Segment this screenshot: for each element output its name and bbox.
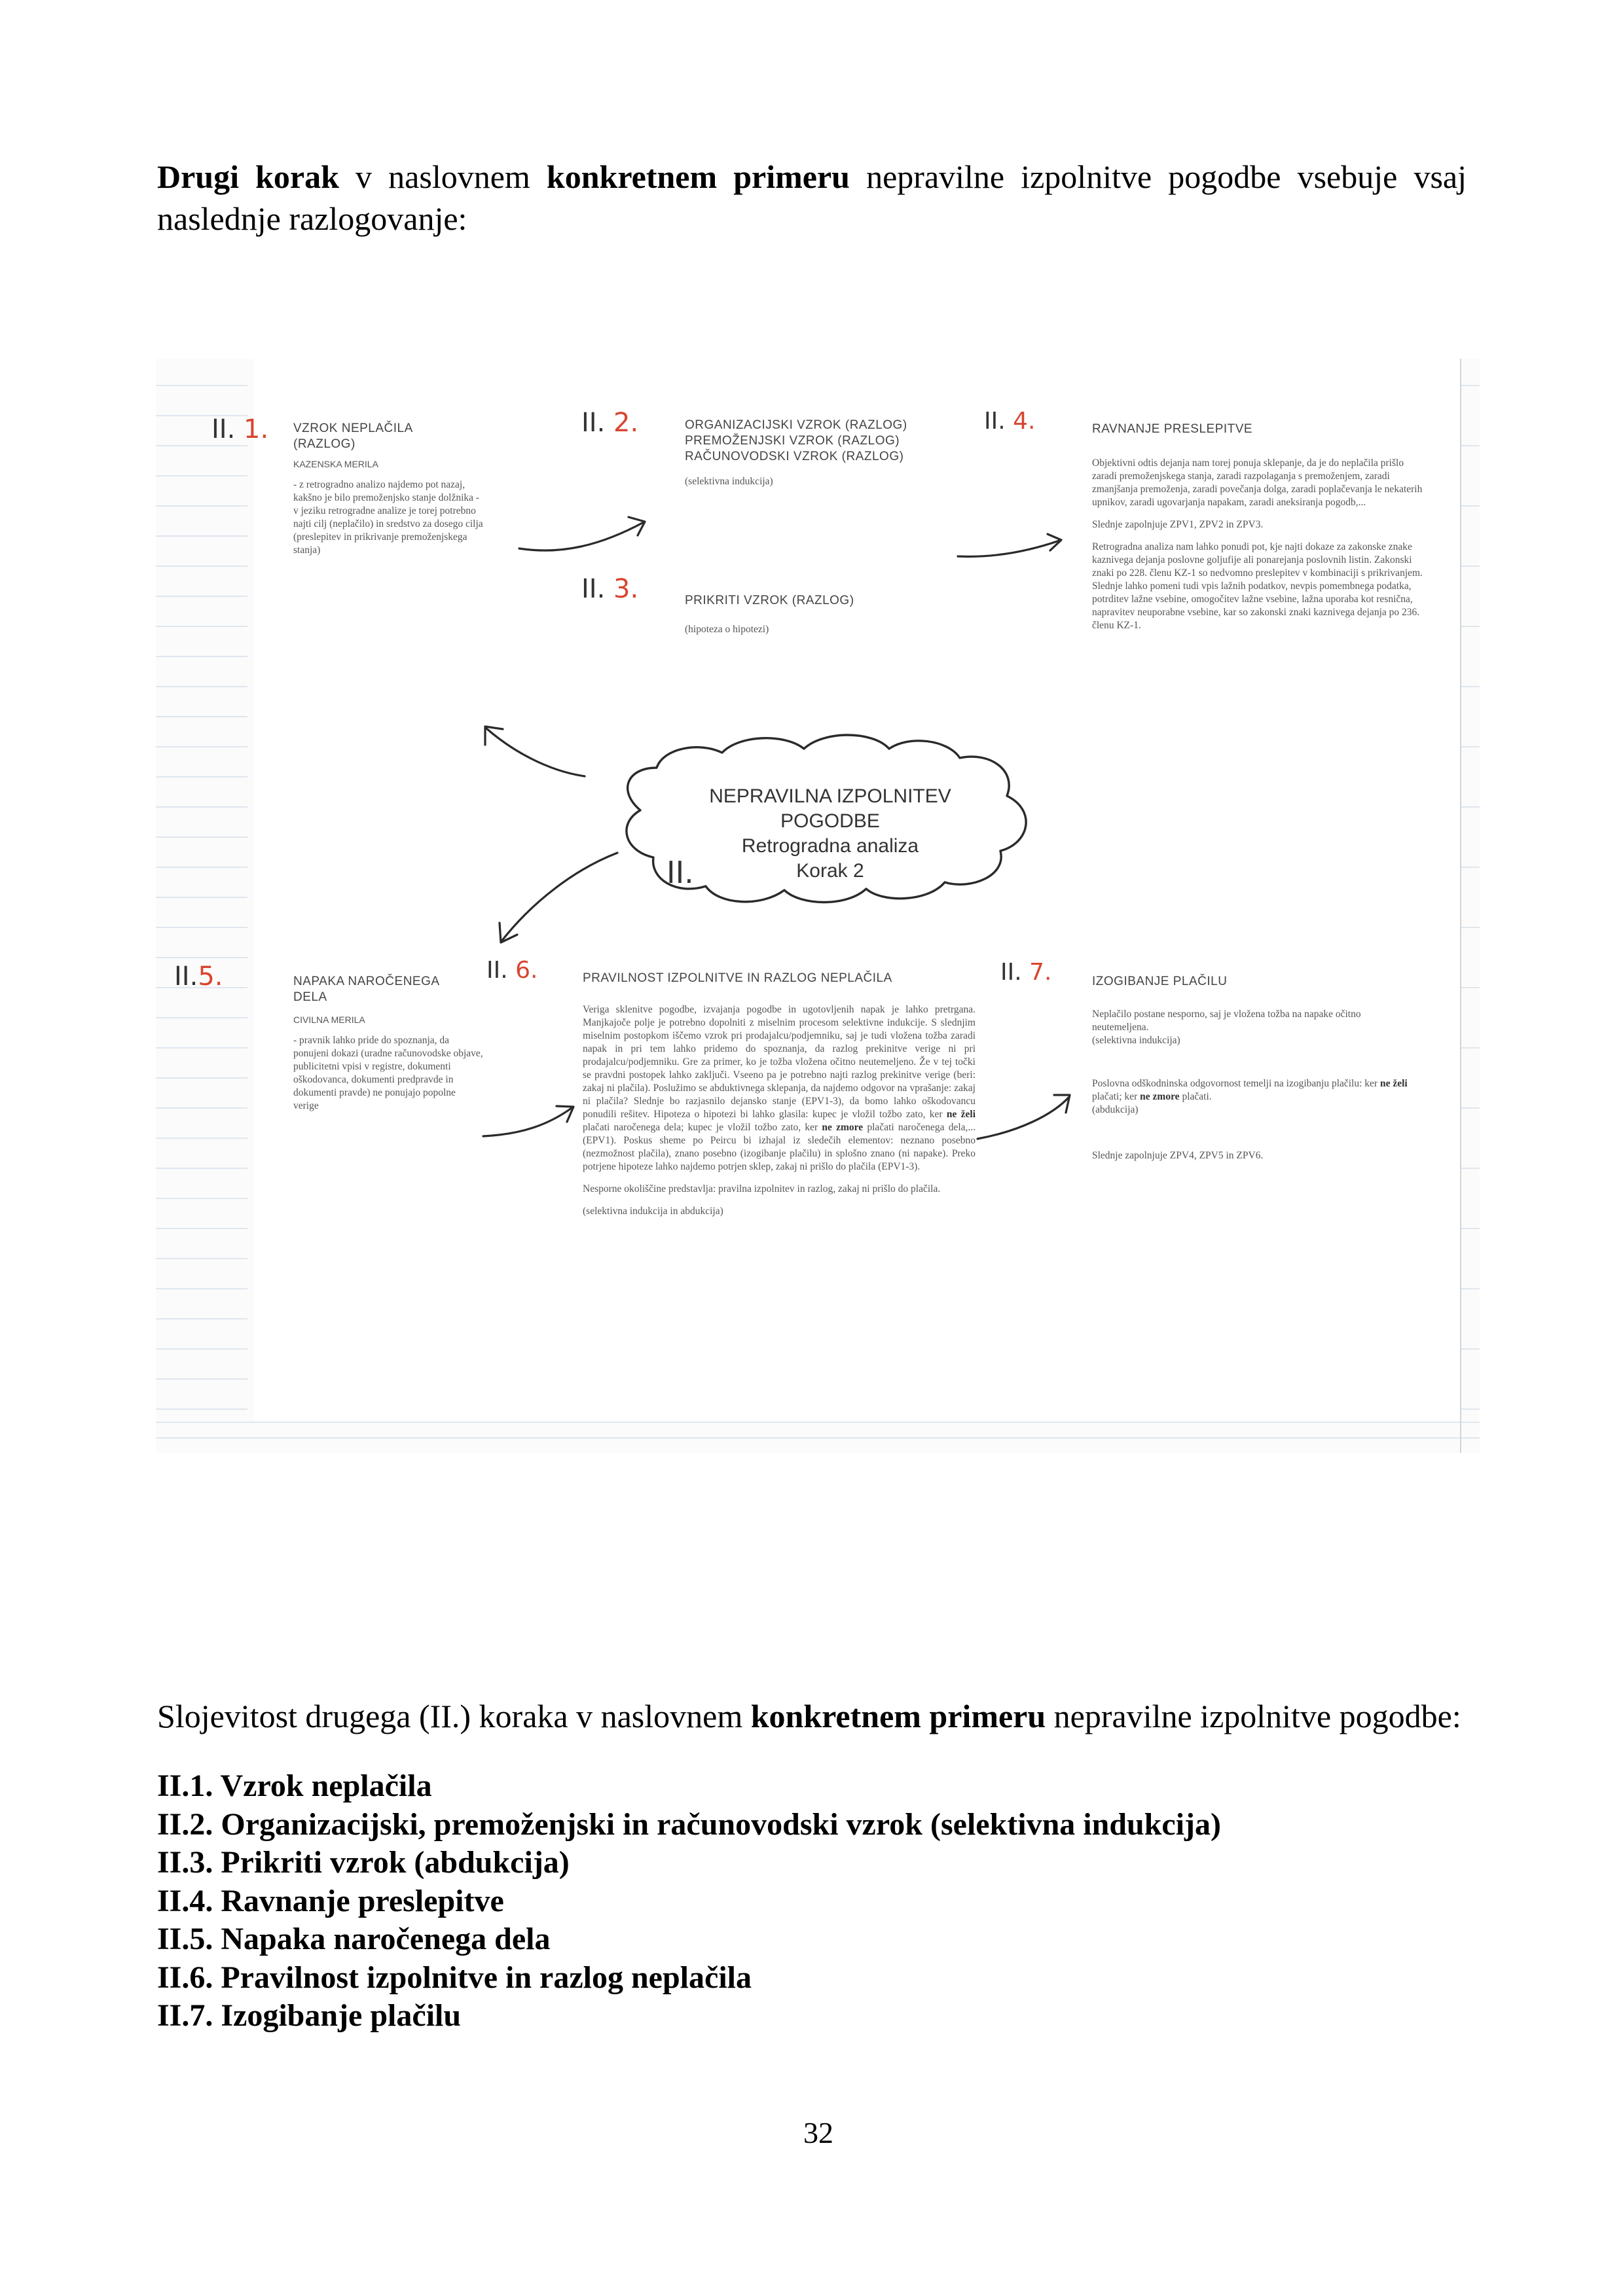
section-1-body: - z retrogradno analizo najdemo pot nazaj, kakšno je bilo premoženjsko stanje dolžnika - v jeziku retrogradne analize je torej potrebno najti cilj (neplačilo) in sredstvo za dosego cilja (preslepitev in prikrivanje premoženjskega stanja): [293, 479, 483, 556]
summary-item: II.6. Pravilnost izpolnitve in razlog neplačila: [157, 1960, 752, 1995]
section-6: [583, 971, 976, 1218]
section-7-title: IZOGIBANJE PLAČILU: [1092, 975, 1228, 988]
arrow-right-icon: [958, 541, 1059, 556]
section-2-title-1: ORGANIZACIJSKI VZROK (RAZLOG): [685, 418, 907, 432]
arrow-right-icon: [977, 1097, 1069, 1139]
section-1-title: VZROK NEPLAČILA (RAZLOG): [293, 422, 412, 451]
section-6-paragraph-1: Veriga sklenitve pogodbe, izvajanja pogodbe in ugotovljenih napak je lahko pretrgana. Manjkajoče polje je potrebno dopolniti z miselnim procesom selektivne indukcije. S slednjim miselnim postopkom iščemo vzrok pri prodajalcu/podjemniku, saj je tudi vložena tožba zaradi napak in pri tem lahko pridemo do spoznanja, da razlog prekinitve verige ni pri prodajalcu/podjemniku. Gre za primer, ko je tožba vložena očitno neutemeljeno. Že v tej točki se pravdni postopek lahko zaključi. Vseeno pa je potrebno najti razlog prekinitve verige (beri: zakaj ni plačila). Poslužimo se abduktivnega sklepanja, da najdemo odgovor na vprašanje: zakaj ni plačila? Slednje bo razjasnilo dejansko stanje (EPV1-3), da bomo lahko oškodovancu ponudili rešitev. Hipoteza o hipotezi bi lahko glasila: kupec je vložil tožbo zato, ker ne želi plačati naročenega dela; kupec je vložil tožbo zato, ker ne zmore plačati naročenega dela,... (EPV1). Poskus sheme po Peircu bi izhajal iz sledečih elementov: neznano posebno (nezmožnost plačila), znano posebno (izogibanje plačilu) in splošno znano (ni napake). Preko potrjene hipoteze lahko najdemo potrjen sklep, zakaj ni prišlo do plačila (EPV1-3).: [583, 1004, 976, 1172]
section-3-note: (hipoteza o hipotezi): [685, 624, 769, 635]
label-II-7: II. 7.: [1000, 959, 1052, 986]
cloud-subtitle-1: Retrogradna analiza: [741, 835, 919, 857]
summary-item: II.7. Izogibanje plačilu: [157, 1998, 462, 2033]
section-5-title: NAPAKA NAROČENEGA DELA: [293, 975, 439, 1004]
intro-bold-1: Drugi korak: [157, 158, 339, 195]
label-II-1: II. 1.: [211, 414, 269, 444]
label-II-6: II. 6.: [486, 957, 538, 984]
section-7-paragraph-1: Neplačilo postane nesporno, saj je vložena tožba na napake očitno neutemeljena.: [1092, 1009, 1361, 1033]
section-4-title: RAVNANJE PRESLEPITVE: [1092, 422, 1253, 436]
label-II-2: II. 2.: [581, 408, 639, 438]
section-4-paragraph-3: Retrogradna analiza nam lahko ponudi pot, kje najti dokaze za zakonske znake kaznivega dejanja poslovne goljufije ali ponarejanja poslovnih listin. Zakonski znaki po 228. členu KZ-1 so nedvomno preslepitev v kombinaciji s prikrivanjem. Slednje lahko pomeni tudi vpis lažnih podatkov, nevpis pomembnega podatka, potrditev lažne vsebine, omogočitev lažne vsebine, lažna uporaba kot resnična, napravitev neuporabne vsebine, kar so zakonski znaki kaznivega dejanja po 236. členu KZ-1.: [1092, 541, 1423, 631]
summary-item: II.5. Napaka naročenega dela: [157, 1922, 551, 1956]
section-1: [293, 421, 490, 557]
summary-item: II.4. Ravnanje preslepitve: [157, 1883, 504, 1918]
summary-item: II.1. Vzrok neplačila: [157, 1768, 432, 1803]
page-number: 32: [803, 2116, 833, 2149]
section-6-paragraph-2: Nesporne okoliščine predstavlja: pravilna izpolnitev in razlog, zakaj ni prišlo do plačila.: [583, 1183, 941, 1194]
section-2-title-3: RAČUNOVODSKI VZROK (RAZLOG): [685, 450, 904, 463]
section-2-title-2: PREMOŽENJSKI VZROK (RAZLOG): [685, 434, 900, 448]
intro-text-1: v naslovnem: [338, 158, 547, 195]
section-6-title: PRAVILNOST IZPOLNITVE IN RAZLOG NEPLAČILA: [583, 971, 892, 985]
intro-paragraph: [157, 156, 1467, 240]
section-4-paragraph-2: Slednje zapolnjuje ZPV1, ZPV2 in ZPV3.: [1092, 519, 1264, 530]
section-4: [1092, 422, 1426, 632]
summary-item: II.2. Organizacijski, premoženjski in računovodski vzrok (selektivna indukcija): [157, 1806, 1222, 1842]
summary-list: [157, 1767, 1221, 2036]
mind-map-figure: [156, 359, 1480, 1453]
section-3-title: PRIKRITI VZROK (RAZLOG): [685, 594, 854, 607]
section-7-note-2: (abdukcija): [1092, 1104, 1139, 1115]
arrow-up-left-icon: [486, 728, 585, 776]
summary-item: II.3. Prikriti vzrok (abdukcija): [157, 1845, 570, 1880]
cloud-label: II.: [666, 855, 694, 890]
label-II-3: II. 3.: [581, 574, 639, 604]
cloud-subtitle-2: Korak 2: [796, 860, 864, 882]
cloud-text: [660, 784, 1000, 884]
intro-text-2: nepravilne izpolnitve pogodbe vsebuje vsaj naslednje razlogovanje:: [157, 158, 1467, 237]
section-5-body: - pravnik lahko pride do spoznanja, da ponujeni dokazi (uradne računovodske objave, publicitetni vpisi v registre, dokumenti oškodovanca, dokumenti predpravde in dokumenti pravde) ne ponujajo popolne verige: [293, 1035, 483, 1111]
arrow-right-icon: [519, 522, 644, 550]
section-1-subtitle: KAZENSKA MERILA: [293, 459, 378, 469]
section-5: [293, 974, 490, 1113]
section-5-subtitle: CIVILNA MERILA: [293, 1014, 365, 1025]
section-2-note: (selektivna indukcija): [685, 476, 773, 487]
section-7-note-1: (selektivna indukcija): [1092, 1035, 1180, 1046]
section-7-paragraph-2: Poslovna odškodninska odgovornost temelji na izogibanju plačilu: ker ne želi plačati; ker ne zmore plačati.: [1092, 1078, 1408, 1102]
section-4-paragraph-1: Objektivni odtis dejanja nam torej ponuja sklepanje, da je do neplačila prišlo zaradi premoženjskega stanja, zaradi razpolaganja s premoženjem, zaradi zmanjšanja premoženja, zaradi povečanja dolga, zaradi poplačevanja le nekaterih upnikov, zaradi ugovarjanja napakam, zaradi aneksiranja pogodb,...: [1092, 457, 1423, 508]
arrow-right-icon: [483, 1108, 572, 1136]
label-II-5: II.5.: [174, 961, 223, 992]
summary-intro: Slojevitost drugega (II.) koraka v naslovnem konkretnem primeru nepravilne izpolnitve pogodbe:: [157, 1698, 1461, 1734]
section-2: [685, 418, 960, 488]
section-7-paragraph-3: Slednje zapolnjuje ZPV4, ZPV5 in ZPV6.: [1092, 1150, 1264, 1161]
section-7: [1092, 974, 1426, 1162]
label-II-4: II. 4.: [984, 408, 1036, 435]
section-3: [685, 593, 960, 636]
arrow-down-left-icon: [501, 853, 617, 941]
intro-bold-2: konkretnem primeru: [546, 158, 850, 195]
section-6-paragraph-3: (selektivna indukcija in abdukcija): [583, 1206, 723, 1217]
cloud-title: NEPRAVILNA IZPOLNITEV POGODBE: [709, 785, 951, 832]
